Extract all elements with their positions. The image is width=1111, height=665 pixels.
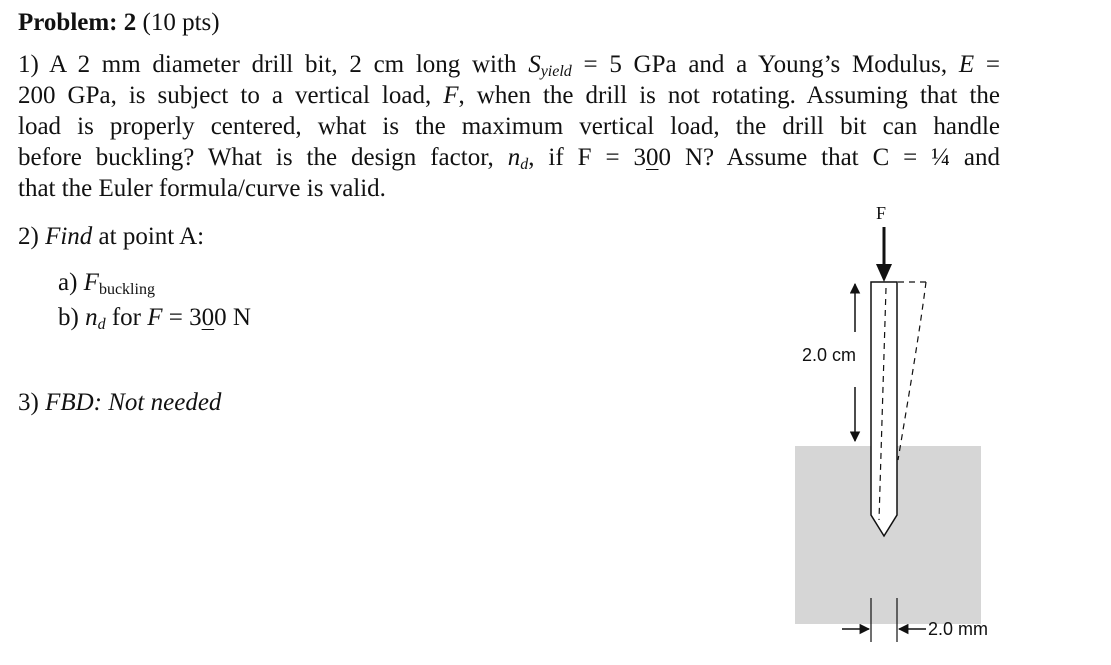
- part1-line-2: 200 GPa, is subject to a vertical load, F, when the drill is not rotating. Assuming that the: [18, 82, 1001, 109]
- force-label: F: [876, 203, 887, 223]
- part2-item-b: b) $n_d$ for F = 300 N: [58, 304, 251, 333]
- drill-bit: [871, 282, 897, 536]
- diameter-label: 2.0 mm: [928, 619, 989, 639]
- part1-line-3: load is properly centered, what is the maximum vertical load, the drill bit can handle: [18, 113, 1000, 140]
- force-arrowhead: [876, 264, 892, 282]
- buckled-shape-curve: [898, 282, 926, 460]
- part3-heading: 3) FBD: Not needed: [18, 389, 222, 416]
- part1-line-4: before buckling? What is the design factor, $n_d$, if F = 300 N? Assume that C = ¼ and: [18, 144, 1001, 173]
- part2-heading: 2) Find at point A:: [18, 223, 205, 250]
- problem-number: Problem: 2: [18, 9, 137, 36]
- part1-line-1: 1) A 2 mm diameter drill bit, 2 cm long with $S_{yield} = 5$ GPa and a Young’s Modulus, E =: [18, 51, 1000, 80]
- part1-line-5: that the Euler formula/curve is valid.: [18, 175, 386, 202]
- problem-points: (10 pts): [136, 9, 220, 36]
- part2-item-a: a) $F_{buckling}$: [58, 269, 155, 298]
- length-label: 2.0 cm: [802, 345, 857, 365]
